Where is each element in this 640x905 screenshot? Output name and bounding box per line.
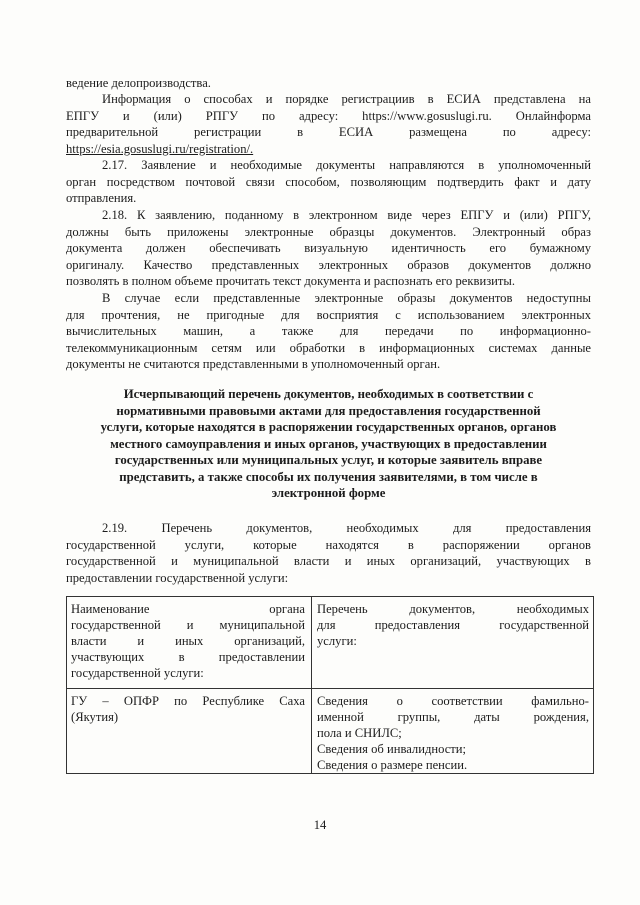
text-line: 2.18. К заявлению, поданному в электронном виде через ЕПГУ и (или) РПГУ, — [102, 208, 591, 222]
registration-link[interactable]: https://esia.gosuslugi.ru/registration/. — [66, 141, 254, 156]
text-line: Информация о способах и порядке регистрациив в ЕСИА представлена на — [102, 92, 591, 106]
table-cell-agency-name — [71, 693, 305, 725]
heading-line: местного самоуправления и иных органов, участвующих в предоставлении — [110, 436, 547, 451]
paragraph-2-19 — [66, 520, 591, 586]
table-header-agency — [71, 601, 305, 681]
text-line: для прочтения, не пригодные для восприятия с использованием электронных — [66, 307, 591, 322]
heading-line: нормативными правовыми актами для предоставления государственной — [116, 403, 541, 418]
cell-line: участвующих в предоставлении — [71, 650, 305, 664]
heading-line: государственных или муниципальных услуг, и которые заявитель вправе — [114, 453, 543, 467]
cell-line: государственной и муниципальной — [71, 618, 305, 632]
text-line: позволять в полном объеме прочитать текст документа и распознать его реквизиты. — [66, 274, 516, 288]
text-line: документа должен обеспечивать визуальную идентичность его бумажному — [66, 241, 591, 255]
text-line: В случае если представленные электронные образы документов недоступны — [102, 291, 591, 305]
text-line: государственной и муниципальной власти и иных организаций, участвующих в — [66, 554, 591, 568]
paragraph-2-17 — [66, 157, 591, 207]
text-line: 2.17. Заявление и необходимые документы направляются в уполномоченный — [102, 158, 591, 172]
paragraph-2-18 — [66, 207, 591, 290]
text-line: должны быть приложены электронные образцы документов. Электронный образ — [66, 224, 591, 239]
heading-line: представить, а также способы их получения заявителями, в том числе в — [119, 469, 538, 484]
text-line: государственной услуги, которые находятся в распоряжении органов — [66, 537, 591, 552]
cell-line: ГУ – ОПФР по Республике Саха — [71, 694, 305, 708]
text-line: предварительной регистрации в ЕСИА размещена по адресу: — [66, 125, 591, 139]
cell-line: государственной услуги: — [71, 666, 204, 680]
documents-table — [66, 596, 594, 774]
text-line: ведение делопроизводства. — [66, 76, 211, 90]
cell-line: Сведения о соответствии фамильно- — [317, 694, 589, 708]
cell-line: услуги: — [317, 634, 357, 648]
cell-line: Сведения об инвалидности; — [317, 742, 467, 756]
text-line: орган посредством почтовой связи способом, позволяющим подтвердить факт и дату — [66, 174, 591, 189]
text-line: ЕПГУ и (или) РПГУ по адресу: https://www.gosuslugi.ru. Онлайнформа — [66, 108, 591, 123]
text-line: предоставлении государственной услуги: — [66, 570, 289, 585]
text-line: вычислительных машин, а также для передачи по информационно- — [66, 324, 591, 338]
cell-line: Наименование органа — [71, 602, 305, 616]
table-header-documents — [317, 601, 589, 649]
text-line: телекоммуникационным сетям или обработки в информационных системах данные — [66, 340, 591, 355]
section-heading — [66, 386, 591, 502]
cell-line: Сведения о размере пенсии. — [317, 758, 468, 772]
heading-line: Исчерпывающий перечень документов, необходимых в соответствии с — [123, 387, 534, 401]
table-cell-documents-list — [317, 693, 589, 773]
cell-line: пола и СНИЛС; — [317, 726, 402, 740]
cell-line: именной группы, даты рождения, — [317, 710, 589, 724]
text-line: документы не считаются представленными в уполномоченный орган. — [66, 357, 441, 371]
cell-line: (Якутия) — [71, 710, 119, 724]
table-row-divider — [67, 688, 593, 689]
cell-line: власти и иных организаций, — [71, 634, 305, 648]
page-number: 14 — [313, 818, 327, 832]
paragraph-unreadable-docs — [66, 290, 591, 373]
text-line: оригиналу. Качество представленных электронных образов документов должно — [66, 257, 591, 272]
paragraph-registration-info — [66, 91, 591, 157]
text-line: отправления. — [66, 191, 137, 205]
table-column-divider — [311, 597, 312, 773]
cell-line: Перечень документов, необходимых — [317, 602, 589, 616]
cell-line: для предоставления государственной — [317, 618, 589, 632]
text-line: 2.19. Перечень документов, необходимых для предоставления — [102, 521, 591, 535]
heading-line: услуги, которые находятся в распоряжении государственных органов, органов — [100, 420, 557, 434]
heading-line: электронной форме — [271, 486, 386, 500]
paragraph-continuation — [66, 75, 591, 92]
